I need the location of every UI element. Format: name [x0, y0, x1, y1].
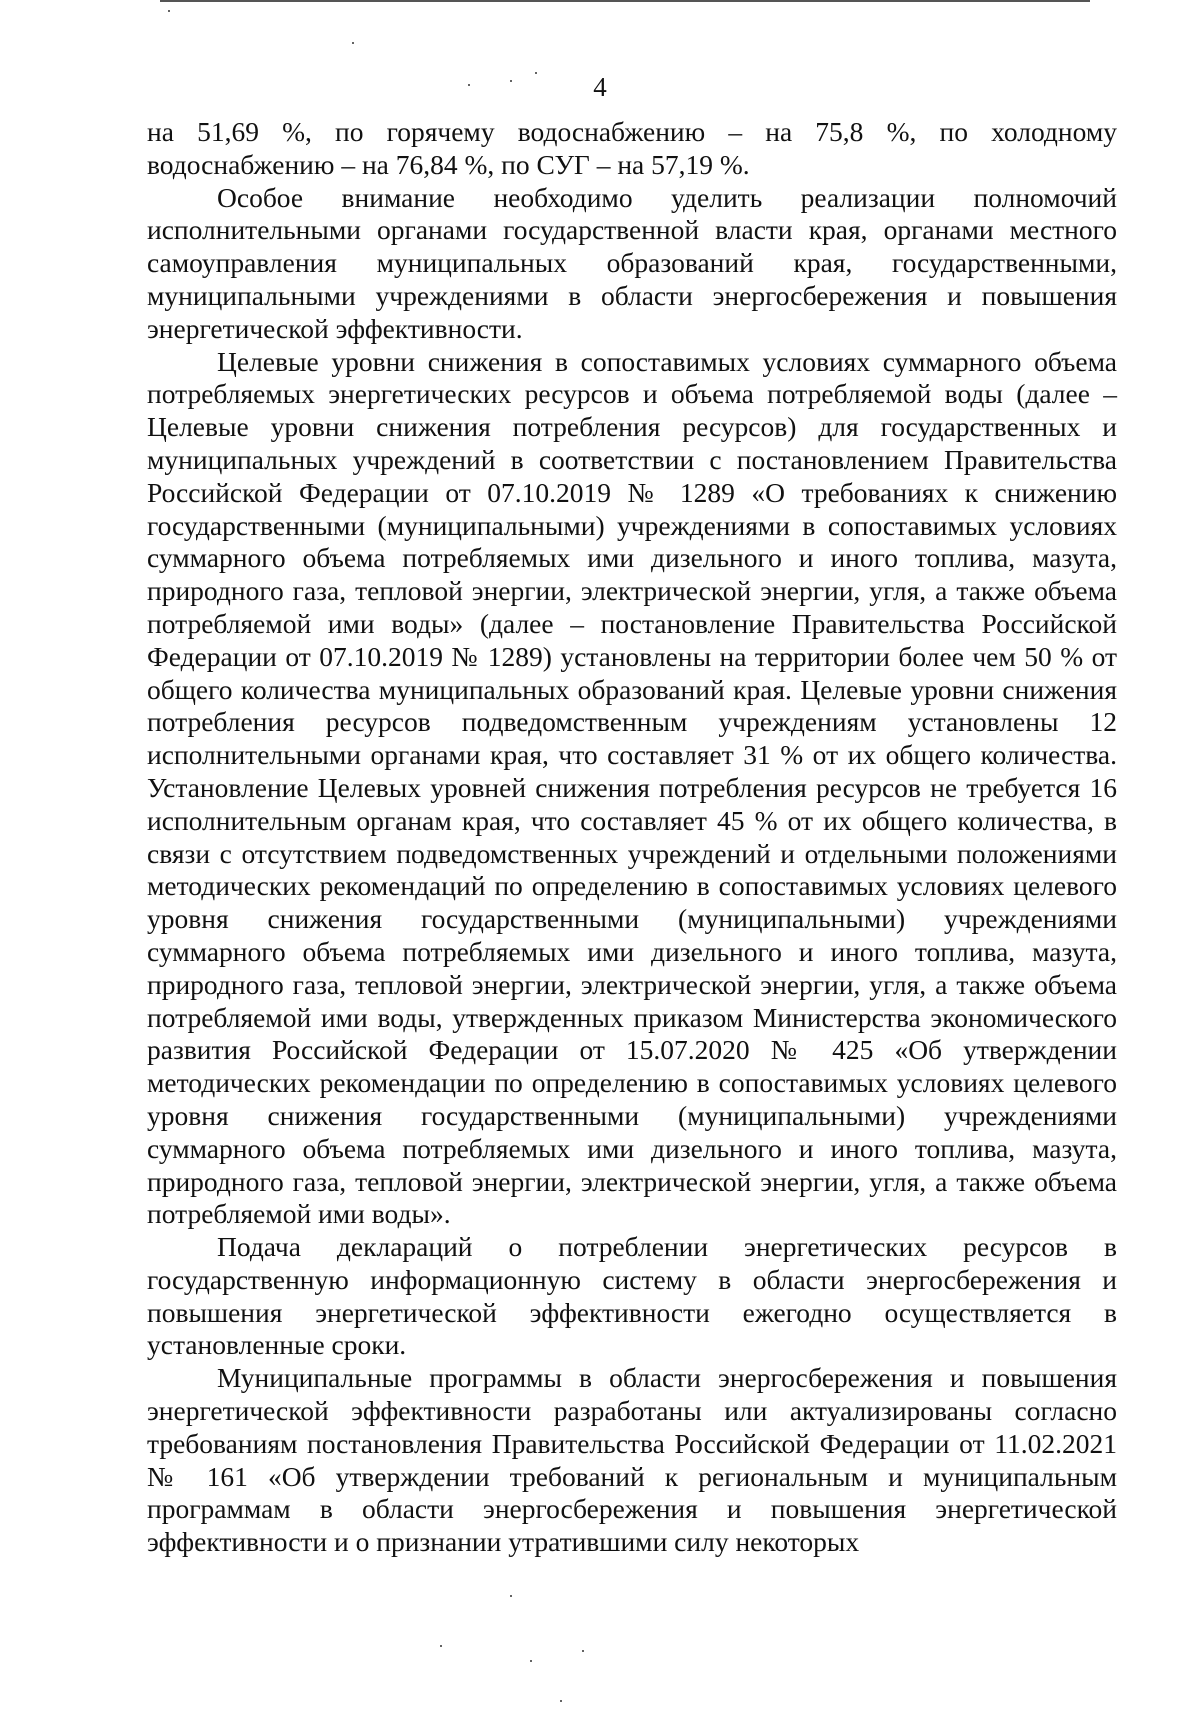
scan-speck: [168, 10, 170, 12]
document-body: [147, 116, 1117, 1559]
paragraph-5: Муниципальные программы в области энергосбережения и повышения энергетической эффективности разработаны или актуализированы согласно требованиям постановления Правительства Российской Федерации от 11.02.2021 № 161 «Об утверждении требований к региональным и муниципальным программам в области энергосбережения и повышения энергетической эффективности и о признании утратившими силу некоторых: [147, 1362, 1117, 1558]
scan-speck: [510, 1595, 512, 1597]
scan-speck: [468, 84, 470, 86]
page-number: 4: [593, 72, 607, 102]
scan-speck: [530, 1660, 532, 1662]
scan-speck: [560, 1700, 562, 1702]
paragraph-4: Подача деклараций о потреблении энергетических ресурсов в государственную информационную систему в области энергосбережения и повышения энергетической эффективности ежегодно осуществляется в установленные сроки.: [147, 1231, 1117, 1361]
paragraph-2: Особое внимание необходимо уделить реализации полномочий исполнительными органами государственной власти края, органами местного самоуправления муниципальных образований края, государственными, муниципальными учреждениями в области энергосбережения и повышения энергетической эффективности.: [147, 181, 1117, 344]
scan-speck: [582, 1650, 584, 1652]
scan-speck: [535, 72, 537, 74]
scan-top-edge: [160, 0, 1090, 2]
scan-speck: [352, 42, 354, 44]
scan-speck: [510, 80, 512, 82]
paragraph-3: Целевые уровни снижения в сопоставимых условиях суммарного объема потребляемых энергетических ресурсов и объема потребляемой воды (далее – Целевые уровни снижения потребления ресурсов) для государственных и муниципальных учреждений в соответствии с постановлением Правительства Российской Федерации от 07.10.2019 № 1289 «О требованиях к снижению государственными (муниципальными) учреждениями в сопоставимых условиях суммарного объема потребляемых ими дизельного и иного топлива, мазута, природного газа, тепловой энергии, электрической энергии, угля, а также объема потребляемой ими воды» (далее – постановление Правительства Российской Федерации от 07.10.2019 № 1289) установлены на территории более чем 50 % от общего количества муниципальных образований края. Целевые уровни снижения потребления ресурсов подведомственным учреждениям установлены 12 исполнительными органами края, что составляет 31 % от их общего количества. Установление Целевых уровней снижения потребления ресурсов не требуется 16 исполнительным органам края, что составляет 45 % от их общего количества, в связи с отсутствием подведомственных учреждений и отдельными положениями методических рекомендаций по определению в сопоставимых условиях целевого уровня снижения государственными (муниципальными) учреждениями суммарного объема потребляемых ими дизельного и иного топлива, мазута, природного газа, тепловой энергии, электрической энергии, угля, а также объема потребляемой ими воды, утвержденных приказом Министерства экономического развития Российской Федерации от 15.07.2020 № 425 «Об утверждении методических рекомендации по определению в сопоставимых условиях целевого уровня снижения государственными (муниципальными) учреждениями суммарного объема потребляемых ими дизельного и иного топлива, мазута, природного газа, тепловой энергии, электрической энергии, угля, а также объема потребляемой ими воды».: [147, 345, 1117, 1230]
paragraph-1: на 51,69 %, по горячему водоснабжению – на 75,8 %, по холодному водоснабжению – на 76,84 %, по СУГ – на 57,19 %.: [147, 116, 1117, 180]
scan-speck: [440, 1645, 442, 1647]
